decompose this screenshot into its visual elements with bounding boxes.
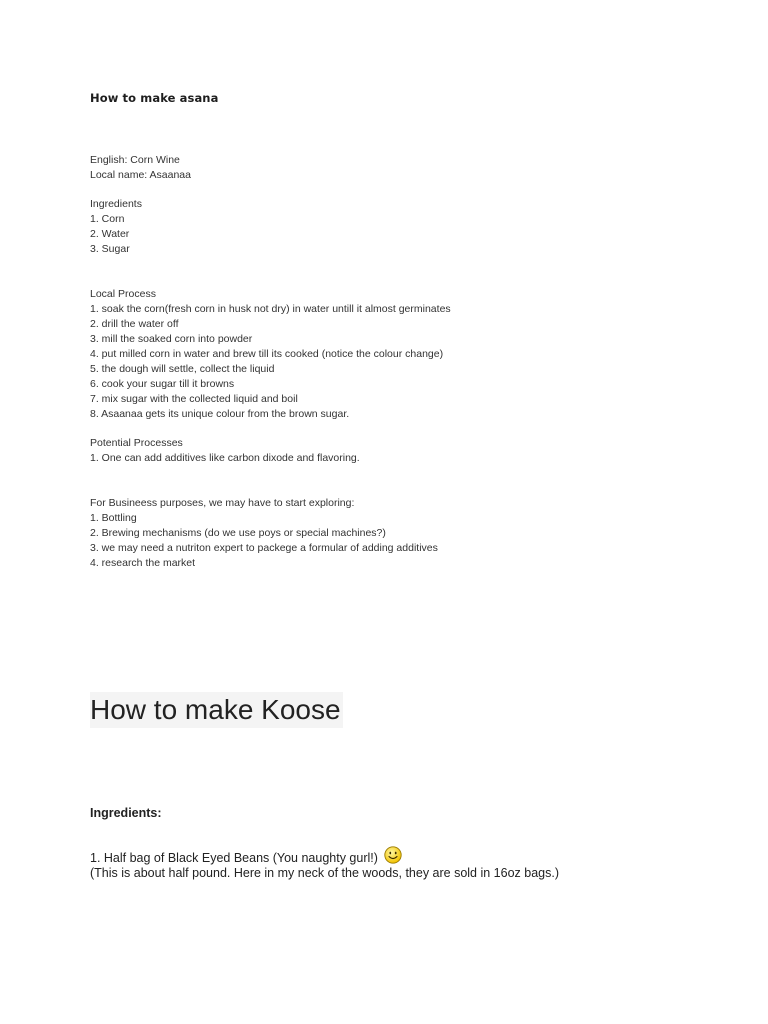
list-item: 4. put milled corn in water and brew till its cooked (notice the colour change) xyxy=(90,348,444,360)
asana-title: How to make asana xyxy=(90,91,219,105)
list-item: 3. we may need a nutriton expert to packege a formular of adding additives xyxy=(90,542,438,554)
list-item: 4. research the market xyxy=(90,557,196,569)
list-item: 1. soak the corn(fresh corn in husk not dry) in water untill it almost germinates xyxy=(90,303,451,315)
asana-local-name: Local name: Asaanaa xyxy=(90,169,191,181)
list-item: 2. drill the water off xyxy=(90,318,179,330)
asana-potential-heading: Potential Processes xyxy=(90,437,183,449)
list-item: 3. Sugar xyxy=(90,243,130,255)
list-item: 1. One can add additives like carbon dixode and flavoring. xyxy=(90,452,360,464)
list-item: 3. mill the soaked corn into powder xyxy=(90,333,253,345)
koose-ingredient-note: (This is about half pound. Here in my neck of the woods, they are sold in 16oz bags.) xyxy=(90,866,560,880)
asana-business xyxy=(90,496,438,571)
list-item: 7. mix sugar with the collected liquid and boil xyxy=(90,393,298,405)
list-item: 6. cook your sugar till it browns xyxy=(90,378,235,390)
list-item: 8. Asaanaa gets its unique colour from the brown sugar. xyxy=(90,408,350,420)
list-item: 5. the dough will settle, collect the liquid xyxy=(90,363,275,375)
asana-ingredients-heading: Ingredients xyxy=(90,198,142,210)
list-item: 1. Bottling xyxy=(90,512,137,524)
asana-names xyxy=(90,153,191,183)
asana-english-name: English: Corn Wine xyxy=(90,154,180,166)
koose-ingredients-heading: Ingredients: xyxy=(90,806,162,820)
asana-business-heading: For Busineess purposes, we may have to start exploring: xyxy=(90,497,355,509)
asana-potential xyxy=(90,436,360,466)
koose-ingredient-text: 1. Half bag of Black Eyed Beans (You naughty gurl!) xyxy=(90,851,378,865)
koose-title: How to make Koose xyxy=(90,692,343,728)
asana-ingredients xyxy=(90,197,142,257)
asana-process-heading: Local Process xyxy=(90,288,156,300)
list-item: 1. Corn xyxy=(90,213,125,225)
asana-process xyxy=(90,287,451,422)
list-item: 2. Water xyxy=(90,228,130,240)
list-item: 2. Brewing mechanisms (do we use poys or special machines?) xyxy=(90,527,386,539)
